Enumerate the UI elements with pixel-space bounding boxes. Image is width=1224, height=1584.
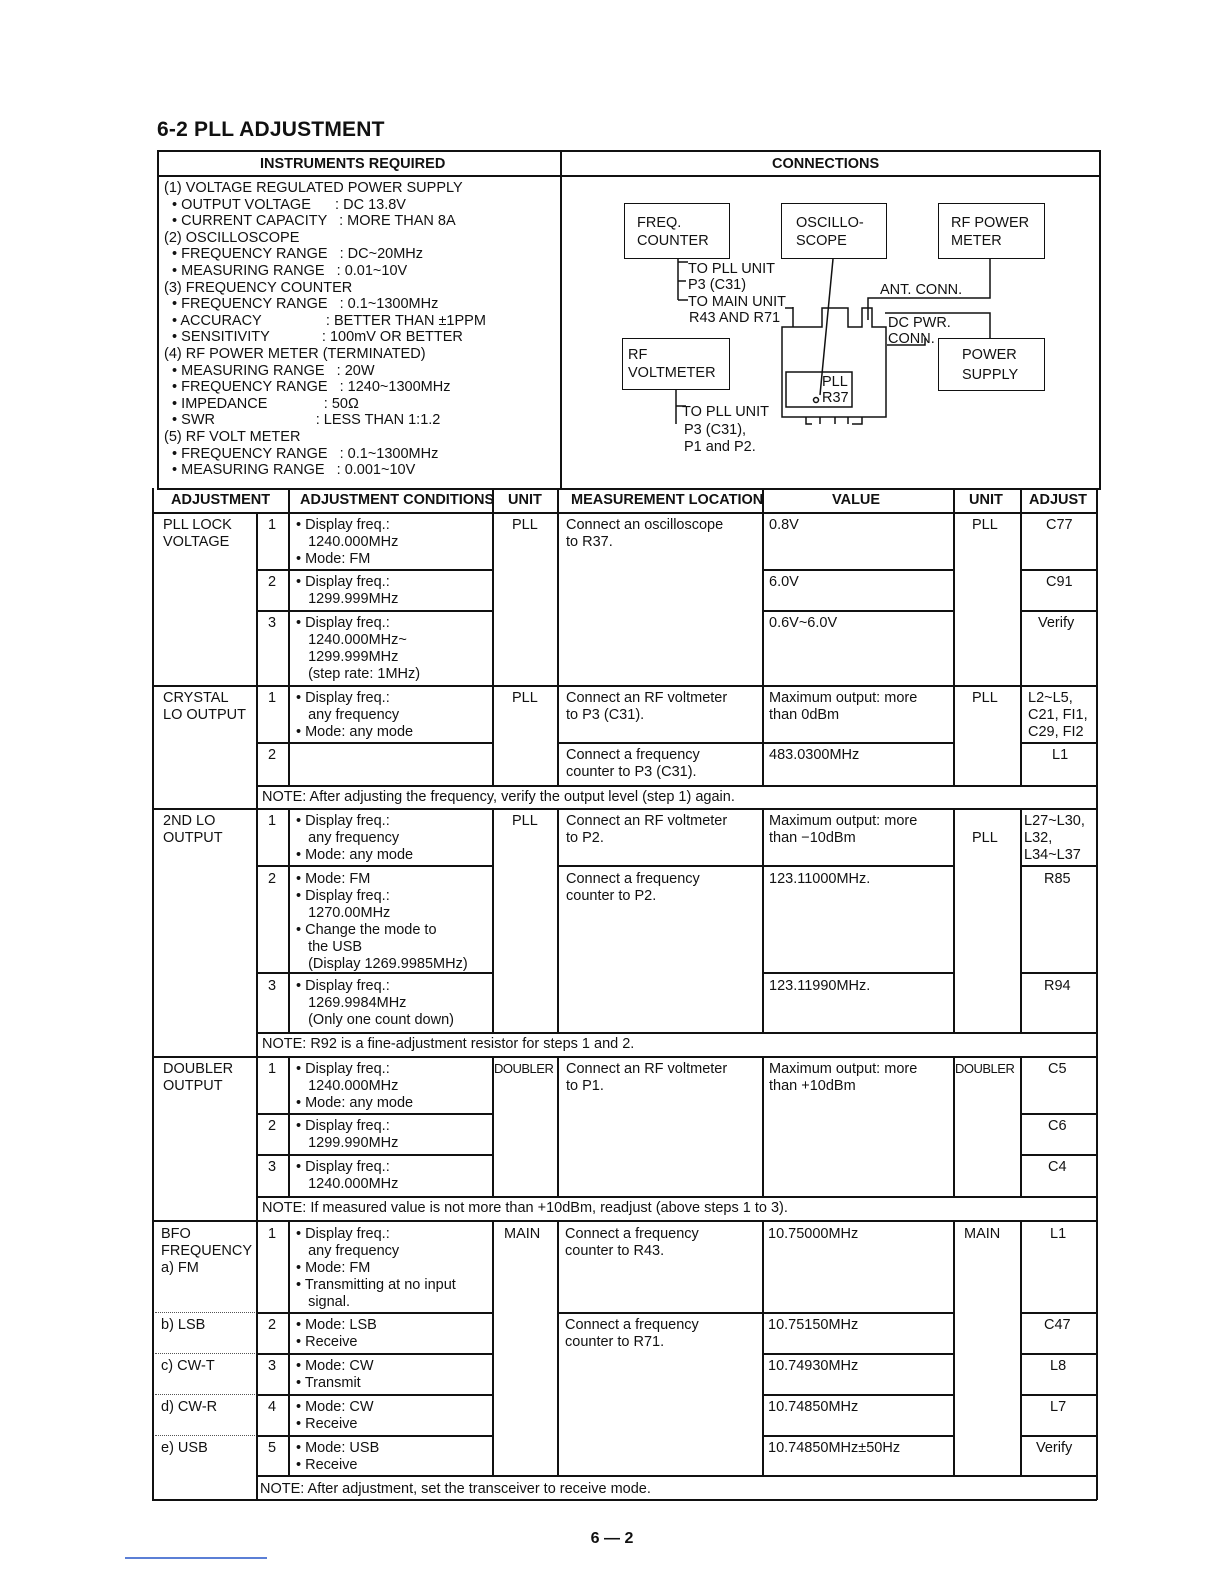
instrument-line: • SENSITIVITY : 100mV OR BETTER — [164, 329, 463, 346]
instrument-line: (2) OSCILLOSCOPE — [164, 229, 300, 246]
instrument-line: (1) VOLTAGE REGULATED POWER SUPPLY — [164, 180, 463, 196]
adjust-cell: C21, FI1, — [1028, 707, 1088, 723]
unit2-cell: PLL — [972, 690, 998, 706]
adjust-cell: L32, — [1024, 830, 1053, 846]
location-cell: Connect an RF voltmeter — [566, 813, 728, 829]
value-cell: 483.0300MHz — [769, 747, 860, 763]
adjust-cell: C47 — [1044, 1317, 1071, 1333]
condition-line: • Display freq.: — [296, 1226, 390, 1242]
section-name: a) FM — [161, 1260, 199, 1276]
unit2-cell: DOUBLER — [955, 1061, 1015, 1076]
condition-line: • Display freq.: — [296, 517, 390, 533]
step-number: 3 — [268, 615, 277, 631]
condition-line: • Display freq.: — [296, 813, 390, 829]
freq-counter-label: FREQ. — [637, 215, 682, 231]
condition-line: • Mode: FM — [296, 871, 371, 887]
dc-pwr-conn-label: CONN. — [888, 331, 935, 347]
sub-mode-label: d) CW-R — [161, 1399, 218, 1415]
to-pll-unit-2-label: P1 and P2. — [684, 439, 756, 455]
value-cell: 123.11000MHz. — [769, 871, 871, 887]
col-location: MEASUREMENT LOCATION — [571, 492, 764, 508]
section-name: DOUBLER — [163, 1061, 234, 1077]
col-unit: UNIT — [508, 492, 542, 508]
sub-mode-label: b) LSB — [161, 1317, 206, 1333]
location-cell: to P3 (C31). — [566, 707, 645, 723]
condition-line: • Mode: CW — [296, 1358, 374, 1374]
location-cell: counter to R71. — [565, 1334, 665, 1350]
condition-line: • Transmit — [296, 1375, 361, 1391]
adjust-cell: L2~L5, — [1028, 690, 1073, 706]
section-name: CRYSTAL — [163, 690, 229, 706]
unit-cell: MAIN — [504, 1226, 541, 1242]
location-cell: Connect a frequency — [566, 747, 700, 763]
note-row: NOTE: After adjusting the frequency, verify the output level (step 1) again. — [262, 789, 735, 805]
condition-line: 1240.000MHz — [296, 1078, 399, 1094]
unit2-cell: PLL — [972, 517, 998, 533]
step-number: 1 — [268, 1226, 277, 1242]
condition-line: • Display freq.: — [296, 615, 390, 631]
adjust-cell: C77 — [1046, 517, 1073, 533]
power-supply-label: SUPPLY — [962, 367, 1019, 383]
unit-cell: PLL — [512, 690, 538, 706]
condition-line: 1240.000MHz~ — [296, 632, 407, 648]
condition-line: (step rate: 1MHz) — [296, 666, 421, 682]
instrument-line: • FREQUENCY RANGE : 0.1~1300MHz — [164, 296, 439, 313]
condition-line: 1240.000MHz — [296, 1176, 399, 1192]
unit-cell: PLL — [512, 517, 538, 533]
oscilloscope-label: OSCILLO- — [796, 215, 864, 231]
to-main-unit-label: R43 AND R71 — [689, 310, 781, 326]
sub-mode-label: e) USB — [161, 1440, 208, 1456]
location-cell: Connect a frequency — [565, 1317, 699, 1333]
section-name: 2ND LO — [163, 813, 216, 829]
value-cell: 10.74930MHz — [768, 1358, 859, 1374]
step-number: 2 — [268, 1317, 277, 1333]
instrument-line: • FREQUENCY RANGE : 0.1~1300MHz — [164, 445, 439, 462]
pll-label: PLL — [822, 374, 848, 390]
condition-line: • Display freq.: — [296, 888, 390, 904]
step-number: 4 — [268, 1399, 277, 1415]
step-number: 3 — [268, 978, 277, 994]
condition-line: • Mode: FM — [296, 1260, 371, 1276]
step-number: 5 — [268, 1440, 277, 1456]
step-number: 2 — [268, 1118, 277, 1134]
condition-line: any frequency — [296, 707, 400, 723]
sub-mode-label: c) CW-T — [161, 1358, 215, 1374]
value-cell: 10.75150MHz — [768, 1317, 859, 1333]
condition-line: 1299.999MHz — [296, 649, 399, 665]
instrument-line: • ACCURACY : BETTER THAN ±1PPM — [164, 312, 486, 329]
location-cell: counter to P3 (C31). — [566, 764, 697, 780]
adjust-cell: C4 — [1048, 1159, 1067, 1175]
condition-line: • Mode: CW — [296, 1399, 374, 1415]
value-cell: than −10dBm — [769, 830, 856, 846]
connections-header: CONNECTIONS — [772, 156, 880, 172]
condition-line: • Mode: any mode — [296, 724, 414, 740]
step-number: 1 — [268, 1061, 277, 1077]
note-row: NOTE: If measured value is not more than +10dBm, readjust (above steps 1 to 3). — [262, 1200, 788, 1216]
value-cell: Maximum output: more — [769, 813, 918, 829]
col-unit2: UNIT — [969, 492, 1003, 508]
scan-mark — [125, 1557, 267, 1559]
instrument-line: (4) RF POWER METER (TERMINATED) — [164, 346, 426, 362]
instrument-line: • OUTPUT VOLTAGE : DC 13.8V — [164, 196, 406, 213]
value-cell: 123.11990MHz. — [769, 978, 871, 994]
step-number: 2 — [268, 574, 277, 590]
adjust-cell: L34~L37 — [1024, 847, 1081, 863]
power-supply-label: POWER — [962, 347, 1017, 363]
rf-voltmeter-box — [622, 338, 730, 390]
to-pll-unit-2-label: P3 (C31), — [684, 422, 747, 438]
value-cell: Maximum output: more — [769, 1061, 918, 1077]
condition-line: 1269.9984MHz — [296, 995, 407, 1011]
step-number: 1 — [268, 813, 277, 829]
instrument-line: • FREQUENCY RANGE : DC~20MHz — [164, 246, 424, 263]
value-cell: 10.75000MHz — [768, 1226, 859, 1242]
condition-line: • Display freq.: — [296, 574, 390, 590]
instrument-line: (5) RF VOLT METER — [164, 429, 301, 445]
dc-pwr-conn-label: DC PWR. — [888, 315, 951, 331]
note-row: NOTE: After adjustment, set the transceiver to receive mode. — [260, 1481, 651, 1497]
page-title: 6-2 PLL ADJUSTMENT — [157, 118, 385, 141]
condition-line: (Only one count down) — [296, 1012, 454, 1028]
condition-line: (Display 1269.9985MHz) — [296, 956, 468, 972]
section-name: LO OUTPUT — [163, 707, 246, 723]
adjust-cell: R94 — [1044, 978, 1071, 994]
instrument-line: (3) FREQUENCY COUNTER — [164, 279, 353, 296]
step-number: 1 — [268, 690, 277, 706]
section-name: OUTPUT — [163, 830, 223, 846]
adjust-cell: C5 — [1048, 1061, 1067, 1077]
location-cell: counter to R43. — [565, 1243, 665, 1259]
value-cell: 10.74850MHz — [768, 1399, 859, 1415]
col-adjust: ADJUST — [1029, 492, 1088, 508]
adjust-cell: L1 — [1050, 1226, 1067, 1242]
instrument-line: • FREQUENCY RANGE : 1240~1300MHz — [164, 379, 451, 396]
unit-cell: DOUBLER — [494, 1061, 554, 1076]
freq-counter-label: COUNTER — [637, 233, 709, 249]
step-number: 2 — [268, 871, 277, 887]
rf-voltmeter-label: RF — [628, 347, 648, 363]
instruments-header: INSTRUMENTS REQUIRED — [260, 156, 446, 172]
condition-line: • Mode: any mode — [296, 847, 414, 863]
condition-line: • Mode: any mode — [296, 1095, 414, 1111]
value-cell: 0.8V — [769, 517, 799, 533]
unit2-cell: MAIN — [964, 1226, 1001, 1242]
section-name: OUTPUT — [163, 1078, 223, 1094]
col-adjustment: ADJUSTMENT — [171, 492, 271, 508]
section-name: FREQUENCY — [161, 1243, 253, 1259]
adjust-cell: L27~L30, — [1024, 813, 1085, 829]
step-number: 3 — [268, 1358, 277, 1374]
note-row: NOTE: R92 is a fine-adjustment resistor for steps 1 and 2. — [262, 1036, 635, 1052]
condition-line: any frequency — [296, 830, 400, 846]
adjust-cell: R85 — [1044, 871, 1071, 887]
condition-line: • Display freq.: — [296, 1159, 390, 1175]
condition-line: • Display freq.: — [296, 690, 390, 706]
instrument-line: • CURRENT CAPACITY : MORE THAN 8A — [164, 213, 456, 230]
condition-line: • Receive — [296, 1416, 358, 1432]
condition-line: • Change the mode to — [296, 922, 437, 938]
location-cell: to P1. — [566, 1078, 604, 1094]
adjust-cell: L1 — [1052, 747, 1069, 763]
to-main-unit-label: TO MAIN UNIT — [688, 294, 787, 310]
condition-line: • Display freq.: — [296, 978, 390, 994]
adjust-cell: Verify — [1036, 1440, 1073, 1456]
rf-power-meter-label: RF POWER — [951, 215, 1030, 231]
adjust-cell: L7 — [1050, 1399, 1067, 1415]
ant-conn-label: ANT. CONN. — [880, 282, 963, 298]
section-name: VOLTAGE — [163, 534, 230, 550]
instrument-line: • MEASURING RANGE : 20W — [164, 362, 375, 379]
adjust-cell: Verify — [1038, 615, 1075, 631]
to-pll-unit-2-label: TO PLL UNIT — [682, 404, 770, 420]
value-cell: 0.6V~6.0V — [769, 615, 838, 631]
location-cell: Connect an oscilloscope — [566, 517, 724, 533]
condition-line: • Display freq.: — [296, 1061, 390, 1077]
location-cell: to P2. — [566, 830, 604, 846]
condition-line: • Receive — [296, 1334, 358, 1350]
oscilloscope-label: SCOPE — [796, 233, 847, 249]
value-cell: 6.0V — [769, 574, 799, 590]
rf-voltmeter-label: VOLTMETER — [628, 365, 716, 381]
condition-line: • Mode: LSB — [296, 1317, 377, 1333]
r37-label: R37 — [822, 390, 849, 406]
value-cell: than +10dBm — [769, 1078, 856, 1094]
value-cell: 10.74850MHz±50Hz — [768, 1440, 901, 1456]
instrument-line: • MEASURING RANGE : 0.001~10V — [164, 462, 416, 479]
instrument-line: • SWR : LESS THAN 1:1.2 — [164, 412, 441, 429]
to-pll-unit-label: TO PLL UNIT — [688, 261, 776, 277]
value-cell: than 0dBm — [769, 707, 840, 723]
unit-cell: PLL — [512, 813, 538, 829]
location-cell: Connect a frequency — [565, 1226, 699, 1242]
section-name: BFO — [161, 1226, 191, 1242]
condition-line: 1299.999MHz — [296, 591, 399, 607]
adjust-cell: L8 — [1050, 1358, 1067, 1374]
col-value: VALUE — [832, 492, 881, 508]
location-cell: Connect a frequency — [566, 871, 700, 887]
condition-line: • Mode: USB — [296, 1440, 380, 1456]
condition-line: • Receive — [296, 1457, 358, 1473]
condition-line: • Mode: FM — [296, 551, 371, 567]
to-pll-unit-label: P3 (C31) — [688, 277, 747, 293]
adjust-cell: C29, FI2 — [1028, 724, 1084, 740]
value-cell: Maximum output: more — [769, 690, 918, 706]
section-name: PLL LOCK — [163, 517, 232, 533]
step-number: 1 — [268, 517, 277, 533]
step-number: 3 — [268, 1159, 277, 1175]
location-cell: Connect an RF voltmeter — [566, 1061, 728, 1077]
condition-line: 1299.990MHz — [296, 1135, 399, 1151]
condition-line: the USB — [296, 939, 363, 955]
instrument-line: • MEASURING RANGE : 0.01~10V — [164, 263, 408, 279]
condition-line: • Display freq.: — [296, 1118, 390, 1134]
step-number: 2 — [268, 747, 277, 763]
condition-line: 1270.00MHz — [296, 905, 391, 921]
adjust-cell: C91 — [1046, 574, 1073, 590]
col-conditions: ADJUSTMENT CONDITIONS — [300, 492, 495, 508]
rf-power-meter-label: METER — [951, 233, 1002, 249]
instrument-line: • IMPEDANCE : 50Ω — [164, 395, 359, 412]
adjust-cell: C6 — [1048, 1118, 1067, 1134]
location-cell: counter to P2. — [566, 888, 657, 904]
condition-line: signal. — [296, 1294, 350, 1310]
condition-line: any frequency — [296, 1243, 400, 1259]
condition-line: 1240.000MHz — [296, 534, 399, 550]
unit2-cell: PLL — [972, 830, 998, 846]
condition-line: • Transmitting at no input — [296, 1277, 456, 1293]
location-cell: Connect an RF voltmeter — [566, 690, 728, 706]
location-cell: to R37. — [566, 534, 613, 550]
page-number: 6 — 2 — [590, 1530, 634, 1547]
